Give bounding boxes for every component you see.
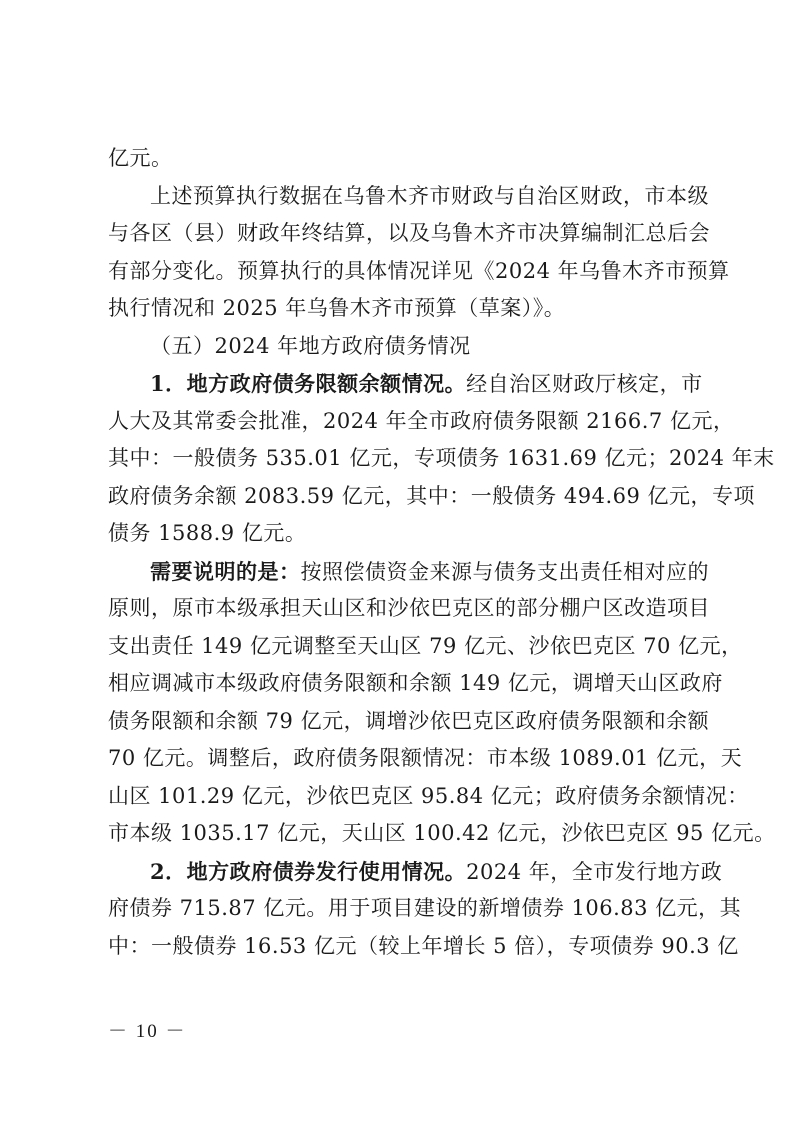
line-text: （五）2024 年地方政府债务情况: [150, 333, 471, 358]
line-text: 执行情况和 2025 年乌鲁木齐市预算（草案）》。: [108, 296, 566, 320]
line-text: 70 亿元。调整后，政府债务限额情况：市本级 1089.01 亿元，天: [108, 746, 743, 770]
line-text: 中：一般债券 16.53 亿元（较上年增长 5 倍），专项债券 90.3 亿: [108, 933, 739, 958]
line-text: 人大及其常委会批准，2024 年全市政府债务限额 2166.7 亿元，: [108, 408, 735, 433]
text-line: [108, 890, 742, 928]
line-text: 债务限额和余额 79 亿元，调增沙依巴克区政府债务限额和余额: [108, 708, 710, 733]
page-number: － 10 －: [108, 1021, 187, 1042]
line-text: 按照偿债资金来源与债务支出责任相对应的: [300, 559, 709, 584]
heading-lead: 2．地方政府债券发行使用情况。: [150, 858, 467, 884]
text-line: [108, 928, 739, 966]
line-text: 上述预算执行数据在乌鲁木齐市财政与自治区财政，市本级: [150, 183, 709, 208]
text-line: [108, 328, 696, 366]
heading-lead: 需要说明的是：: [150, 558, 301, 584]
text-line: [108, 853, 723, 891]
line-text: 有部分变化。预算执行的具体情况详见《2024 年乌鲁木齐市预算: [108, 258, 730, 283]
text-line: [108, 703, 710, 741]
line-text: 其中：一般债务 535.01 亿元，专项债务 1631.69 亿元；2024 年末: [108, 446, 775, 470]
text-line: [108, 553, 709, 591]
text-line: [108, 215, 710, 253]
text-line: [108, 253, 730, 291]
line-text: 经自治区财政厅核定，市: [466, 372, 703, 396]
line-text: 债务 1588.9 亿元。: [108, 521, 307, 545]
line-text: 亿元。: [108, 146, 173, 170]
line-text: 山区 101.29 亿元，沙依巴克区 95.84 亿元；政府债务余额情况：: [108, 783, 749, 808]
text-line: [108, 815, 776, 853]
text-line: [108, 628, 743, 666]
text-line: [108, 778, 749, 816]
text-line: [108, 403, 735, 441]
text-line: [108, 590, 710, 628]
text-line: [108, 365, 703, 403]
text-line: [108, 440, 775, 478]
text-line: [108, 178, 709, 216]
document-body: [108, 140, 776, 965]
line-text: 相应调减市本级政府债务限额和余额 149 亿元，调增天山区政府: [108, 671, 723, 695]
text-line: [108, 140, 696, 178]
line-text: 原则，原市本级承担天山区和沙依巴克区的部分棚户区改造项目: [108, 596, 710, 620]
line-text: 府债券 715.87 亿元。用于项目建设的新增债券 106.83 亿元，其: [108, 896, 742, 920]
text-line: [108, 478, 756, 516]
text-line: [108, 290, 696, 328]
text-line: [108, 740, 743, 778]
line-text: 市本级 1035.17 亿元，天山区 100.42 亿元，沙依巴克区 95 亿元。: [108, 821, 776, 845]
line-text: 与各区（县）财政年终结算，以及乌鲁木齐市决算编制汇总后会: [108, 221, 710, 245]
line-text: 支出责任 149 亿元调整至天山区 79 亿元、沙依巴克区 70 亿元，: [108, 633, 743, 658]
heading-lead: 1．地方政府债务限额余额情况。: [150, 371, 467, 396]
text-line: [108, 665, 723, 703]
line-text: 政府债务余额 2083.59 亿元，其中：一般债务 494.69 亿元，专项: [108, 483, 756, 508]
line-text: 2024 年，全市发行地方政: [466, 859, 723, 884]
text-line: [108, 515, 696, 553]
